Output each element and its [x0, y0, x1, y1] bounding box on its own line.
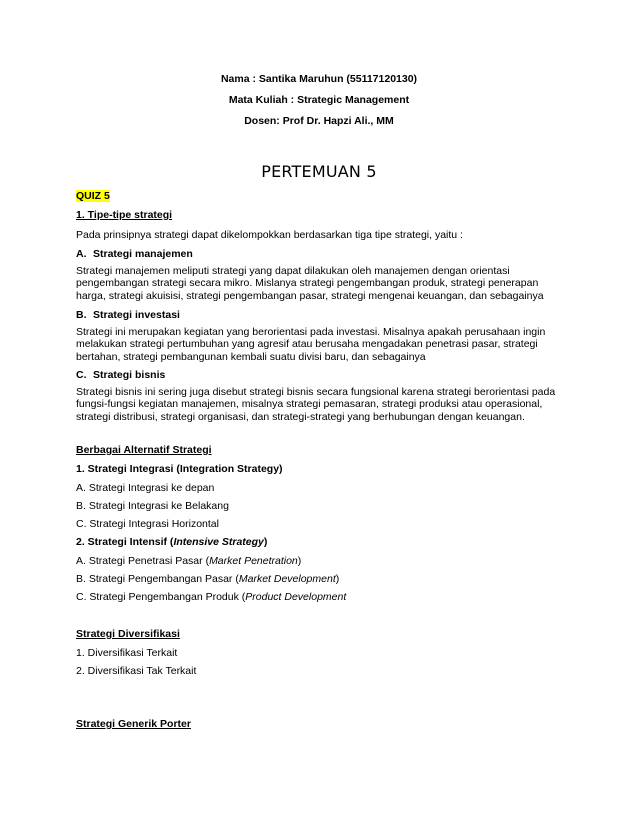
list-item: 2. Diversifikasi Tak Terkait [76, 665, 197, 677]
section-heading-alternatives: Berbagai Alternatif Strategi [76, 444, 212, 456]
subsection-heading-a: A. Strategi manajemen [76, 248, 193, 260]
student-name: Nama : Santika Maruhun (55117120130) [220, 73, 418, 85]
section-heading-strategy-types: 1. Tipe-tipe strategi [76, 209, 173, 221]
integration-heading: 1. Strategi Integrasi (Integration Strategy) [76, 463, 283, 475]
course-name: Mata Kuliah : Strategic Management [228, 94, 410, 106]
list-item: C. Strategi Pengembangan Produk (Product Development [76, 591, 347, 603]
paragraph-b [76, 326, 566, 363]
paragraph-line: strategi distribusi, strategi organisasi, dan strategi-strategi yang berhubungan dengan keuangan. [76, 410, 525, 423]
list-item: A. Strategi Integrasi ke depan [76, 482, 215, 494]
section-intro: Pada prinsipnya strategi dapat dikelompokkan berdasarkan tiga tipe strategi, yaitu : [76, 229, 463, 241]
list-item: 1. Diversifikasi Terkait [76, 647, 178, 659]
page-title: PERTEMUAN 5 [261, 162, 377, 181]
paragraph-line: fungsi-fungsi kegiatan manajemen, misalnya strategi pemasaran, strategi produksi atau operasional, [76, 398, 543, 411]
paragraph-line: pengembangan strategi secara mikro. Mislanya strategi pengembangan produk, strategi penerapan [76, 277, 539, 290]
paragraph-line: harga, strategi akuisisi, strategi pengembangan pasar, strategi mengenai keuangan, dan sebagainya [76, 289, 544, 302]
section-heading-diversification: Strategi Diversifikasi [76, 628, 180, 640]
subsection-heading-b: B. Strategi investasi [76, 309, 180, 321]
paragraph-a [76, 265, 566, 302]
paragraph-line: Strategi manajemen meliputi strategi yang dapat dilakukan oleh manajemen dengan orientasi [76, 265, 510, 277]
subsection-heading-c: C. Strategi bisnis [76, 369, 166, 381]
list-item: B. Strategi Integrasi ke Belakang [76, 500, 229, 512]
paragraph-c [76, 386, 566, 423]
list-item: B. Strategi Pengembangan Pasar (Market Development) [76, 573, 340, 585]
list-item: A. Strategi Penetrasi Pasar (Market Penetration) [76, 555, 302, 567]
paragraph-line: bertahan, strategi pembangunan kembali suatu divisi baru, dan sebagainya [76, 350, 426, 363]
lecturer-name: Dosen: Prof Dr. Hapzi Ali., MM [244, 115, 394, 127]
paragraph-line: Strategi bisnis ini sering juga disebut strategi bisnis secara fungsional karena strategi berorientasi pada [76, 386, 556, 398]
intensive-heading: 2. Strategi Intensif (Intensive Strategy) [76, 536, 268, 548]
paragraph-line: melakukan strategi pertumbuhan yang agresif atau berusaha mengadakan penetrasi pasar, strategi [76, 338, 538, 351]
quiz-label: QUIZ 5 [76, 190, 110, 202]
list-item: C. Strategi Integrasi Horizontal [76, 518, 219, 530]
section-heading-porter: Strategi Generik Porter [76, 718, 191, 730]
paragraph-line: Strategi ini merupakan kegiatan yang berorientasi pada investasi. Misalnya apakah perusahaan ingin [76, 326, 546, 338]
